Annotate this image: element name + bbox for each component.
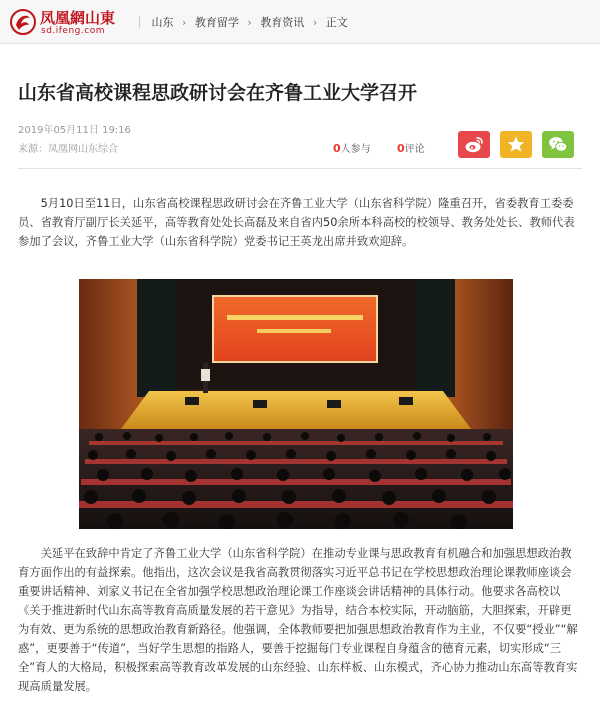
article-paragraph-2: 关延平在致辞中肯定了齐鲁工业大学（山东省科学院）在推动专业课与思政教育有机融合和加强思想政治教育方面作出的有益探索。他指出，这次会议是我省高教贯彻落实习近平总书记在学校思想政治理论课教师座谈会重要讲话精神、刘家义书记在全省加强学校思想政治理论课工作座谈会讲话精神的具体行动。他要求各高校以《关于推进新时代山东高等教育高质量发展的若干意见》为指导，结合本校实际，开动脑筋，大胆探索，开辟更为有效、更为系统的思想政治教育新路径。他强调，全体教师要把加强思想政治教育作为主业，不仅要“授业”“解惑”，更要善于“传道”，当好学生思想的指路人，要善于挖掘每门专业课程自身蕴含的德育元素，切实形成“三全”育人的大格局，积极探索高等教育改革发展的山东经验、山东样板、山东模式，齐心协力推动山东高等教育实现高质量发展。 bbox=[18, 547, 578, 693]
breadcrumb-item-education[interactable]: 教育留学 bbox=[194, 16, 239, 29]
conference-hall-image bbox=[79, 279, 513, 529]
favorite-button[interactable] bbox=[500, 131, 532, 158]
breadcrumb-divider bbox=[139, 16, 140, 28]
header-divider bbox=[18, 168, 582, 169]
breadcrumb-item-shandong[interactable]: 山东 bbox=[151, 16, 174, 29]
phoenix-logo-icon bbox=[10, 9, 36, 35]
article-title: 山东省高校课程思政研讨会在齐鲁工业大学召开 bbox=[18, 82, 418, 104]
participants-label: 人参与 bbox=[340, 144, 371, 155]
breadcrumb-item-news[interactable]: 教育资讯 bbox=[260, 16, 305, 29]
weibo-icon bbox=[464, 135, 484, 154]
chevron-right-icon: › bbox=[312, 16, 318, 29]
chevron-right-icon: › bbox=[182, 16, 187, 29]
article-photo bbox=[79, 279, 513, 529]
wechat-icon bbox=[548, 135, 568, 154]
logo-domain: sd.ifeng.com bbox=[41, 26, 105, 36]
article-date: 2019年05月11日 19:16 bbox=[18, 125, 131, 136]
site-logo[interactable] bbox=[10, 7, 130, 39]
logo-text: 凤凰網山東 bbox=[40, 9, 116, 27]
participants-number: 0 bbox=[333, 142, 341, 155]
top-bar bbox=[0, 0, 600, 44]
chevron-right-icon: › bbox=[247, 16, 252, 29]
comments-label: 评论 bbox=[404, 144, 425, 155]
comments-number: 0 bbox=[397, 142, 405, 155]
share-wechat-button[interactable] bbox=[542, 131, 574, 158]
comments-count[interactable] bbox=[397, 140, 425, 155]
participants-count[interactable] bbox=[333, 140, 371, 155]
breadcrumb-item-current: 正文 bbox=[325, 16, 348, 29]
article-paragraph-1: 5月10日至11日，山东省高校课程思政研讨会在齐鲁工业大学（山东省科学院）隆重召开，省委教育工委委员、省教育厅副厅长关延平，高等教育处处长高磊及来自省内50余所本科高校的校领导、教务处处长、教师代表参加了会议，齐鲁工业大学（山东省科学院）党委书记王英龙出席并致欢迎辞。 bbox=[18, 197, 575, 248]
star-icon bbox=[506, 135, 526, 154]
share-weibo-button[interactable] bbox=[458, 131, 490, 158]
article-source: 来源：凤凰网山东综合 bbox=[18, 144, 118, 155]
breadcrumb bbox=[139, 14, 348, 30]
